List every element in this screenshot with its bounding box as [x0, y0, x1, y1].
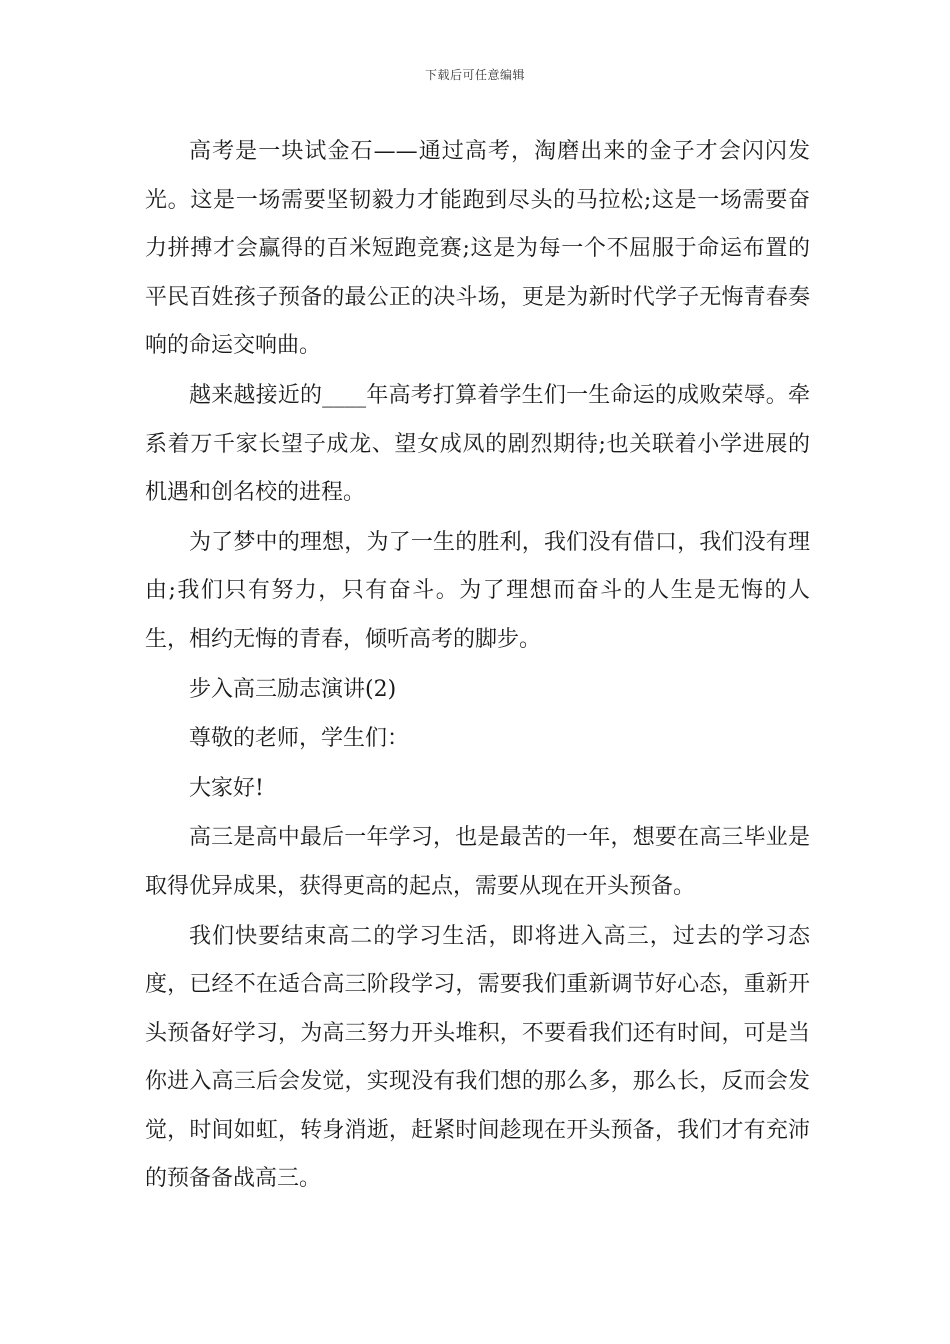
paragraph-prepare-now: 我们快要结束高二的学习生活，即将进入高三，过去的学习态度，已经不在适合高三阶段学习，需要我们重新调节好心态，重新开头预备好学习，为高三努力开头堆积，不要看我们还有时间，可是当你进入高三后会发觉，实现没有我们想的那么多，那么长，反而会发觉，时间如虹，转身消逝，赶紧时间趁现在开头预备，我们才有充沛的预备备战高三。 [145, 923, 810, 1192]
salutation: 尊敬的老师，学生们： [189, 726, 410, 752]
paragraph-gaokao-touchstone: 高考是一块试金石——通过高考，淘磨出来的金子才会闪闪发光。这是一场需要坚韧毅力才能跑到尽头的马拉松;这是一场需要奋力拼搏才会赢得的百米短跑竞赛;这是为每一个不屈服于命运布置的平民百姓孩子预备的最公正的决斗场，更是为新时代学子无悔青春奏响的命运交响曲。 [145, 139, 810, 359]
document-body [145, 128, 810, 1205]
paragraph-approaching-gaokao: 越来越接近的____年高考打算着学生们一生命运的成败荣辱。牵系着万千家长望子成龙、望女成凤的剧烈期待;也关联着小学进展的机遇和创名校的进程。 [145, 382, 810, 506]
section-title: 步入高三励志演讲(2) [189, 676, 397, 702]
greeting: 大家好! [189, 775, 264, 801]
paragraph-dream-ideal: 为了梦中的理想，为了一生的胜利，我们没有借口，我们没有理由;我们只有努力，只有奋斗。为了理想而奋斗的人生是无悔的人生，相约无悔的青春，倾听高考的脚步。 [145, 529, 810, 652]
page-header-note: 下载后可任意编辑 [424, 68, 525, 82]
paragraph-senior-year: 高三是高中最后一年学习，也是最苦的一年，想要在高三毕业是取得优异成果，获得更高的起点，需要从现在开头预备。 [145, 825, 810, 899]
